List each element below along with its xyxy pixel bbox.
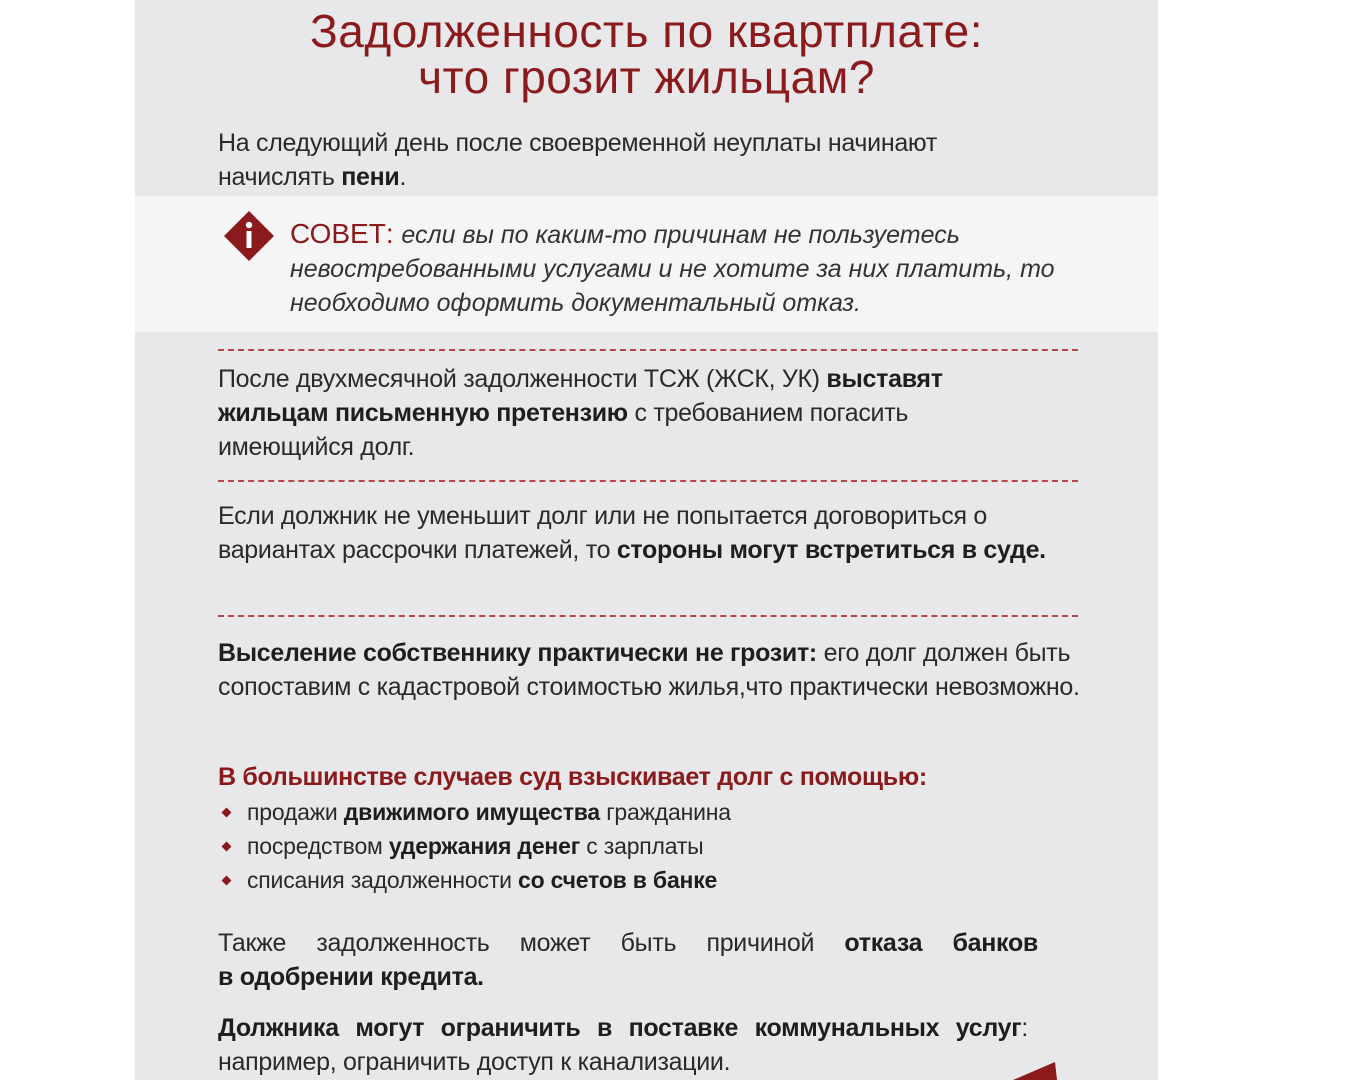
info-diamond-icon	[223, 210, 275, 262]
divider	[218, 349, 1078, 351]
credit-paragraph	[218, 926, 1038, 994]
utilities-bold: Должника могут ограничить в поставке коммунальных услуг	[218, 1014, 1022, 1042]
court-methods-list	[218, 795, 1118, 897]
intro-end: .	[399, 163, 407, 191]
claim-text-1: После двухмесячной задолженности ТСЖ (ЖСК, УК)	[218, 365, 827, 393]
page-title	[135, 5, 1158, 103]
bullet-icon	[222, 842, 232, 852]
credit-bold-1: отказа банков	[844, 929, 1038, 957]
tip-label: СОВЕТ	[290, 218, 386, 249]
claim-text-2: с требованием погасить имеющийся долг.	[218, 399, 909, 461]
decorative-corner-shape	[1005, 1058, 1065, 1080]
item-text: продажи	[247, 799, 344, 825]
claim-bold: выставят жильцам письменную претензию	[218, 365, 943, 427]
claim-paragraph	[218, 362, 1038, 464]
intro-bold: пени	[341, 163, 400, 191]
title-line-2: что грозит жильцам?	[418, 51, 875, 103]
bullet-icon	[222, 876, 232, 886]
item-text: гражданина	[600, 799, 731, 825]
tip-colon: :	[385, 218, 402, 249]
intro-paragraph	[218, 126, 1048, 194]
item-bold: со счетов в банке	[518, 867, 718, 893]
item-bold: удержания денег	[388, 833, 581, 859]
eviction-text: его долг должен быть сопоставим с кадастровой стоимостью жилья,что практически невозможно.	[218, 639, 1080, 701]
utilities-colon: :	[1021, 1014, 1028, 1042]
tip-block	[290, 217, 1130, 320]
divider	[218, 480, 1078, 482]
intro-text: На следующий день после своевременной неуплаты начинают начислять	[218, 129, 937, 191]
item-bold: движимого имущества	[343, 799, 601, 825]
item-text: посредством	[247, 833, 389, 859]
title-line-1: Задолженность по квартплате:	[310, 5, 983, 57]
list-item	[218, 795, 1118, 829]
court-text: Если должник не уменьшит долг или не попытается договориться о вариантах рассрочки платежей, то	[218, 502, 987, 564]
item-text: с зарплаты	[580, 833, 704, 859]
list-item	[218, 829, 1118, 863]
list-item	[218, 863, 1118, 897]
tip-text: если вы по каким-то причинам не пользуетесь невостребованными услугами и не хотите за них платить, то необходимо оформить документальный отказ.	[290, 221, 1055, 317]
bullet-icon	[222, 808, 232, 818]
utilities-line-1	[218, 1011, 1028, 1045]
credit-text: Также задолженность может быть причиной	[218, 929, 845, 957]
credit-line-2	[218, 960, 1038, 994]
court-paragraph	[218, 499, 1088, 567]
court-bold: стороны могут встретиться в суде.	[616, 536, 1046, 564]
utilities-paragraph	[218, 1011, 1028, 1079]
divider	[218, 615, 1078, 617]
utilities-line-2: например, ограничить доступ к канализации.	[218, 1048, 731, 1076]
credit-line-1	[218, 926, 1038, 960]
eviction-bold: Выселение собственнику практически не грозит:	[218, 639, 817, 667]
court-methods-heading: В большинстве случаев суд взыскивает долг с помощью:	[218, 763, 927, 791]
item-text: списания задолженности	[247, 867, 518, 893]
credit-bold-2: в одобрении кредита.	[218, 963, 484, 991]
infographic-panel	[135, 0, 1158, 1080]
eviction-paragraph	[218, 636, 1108, 704]
